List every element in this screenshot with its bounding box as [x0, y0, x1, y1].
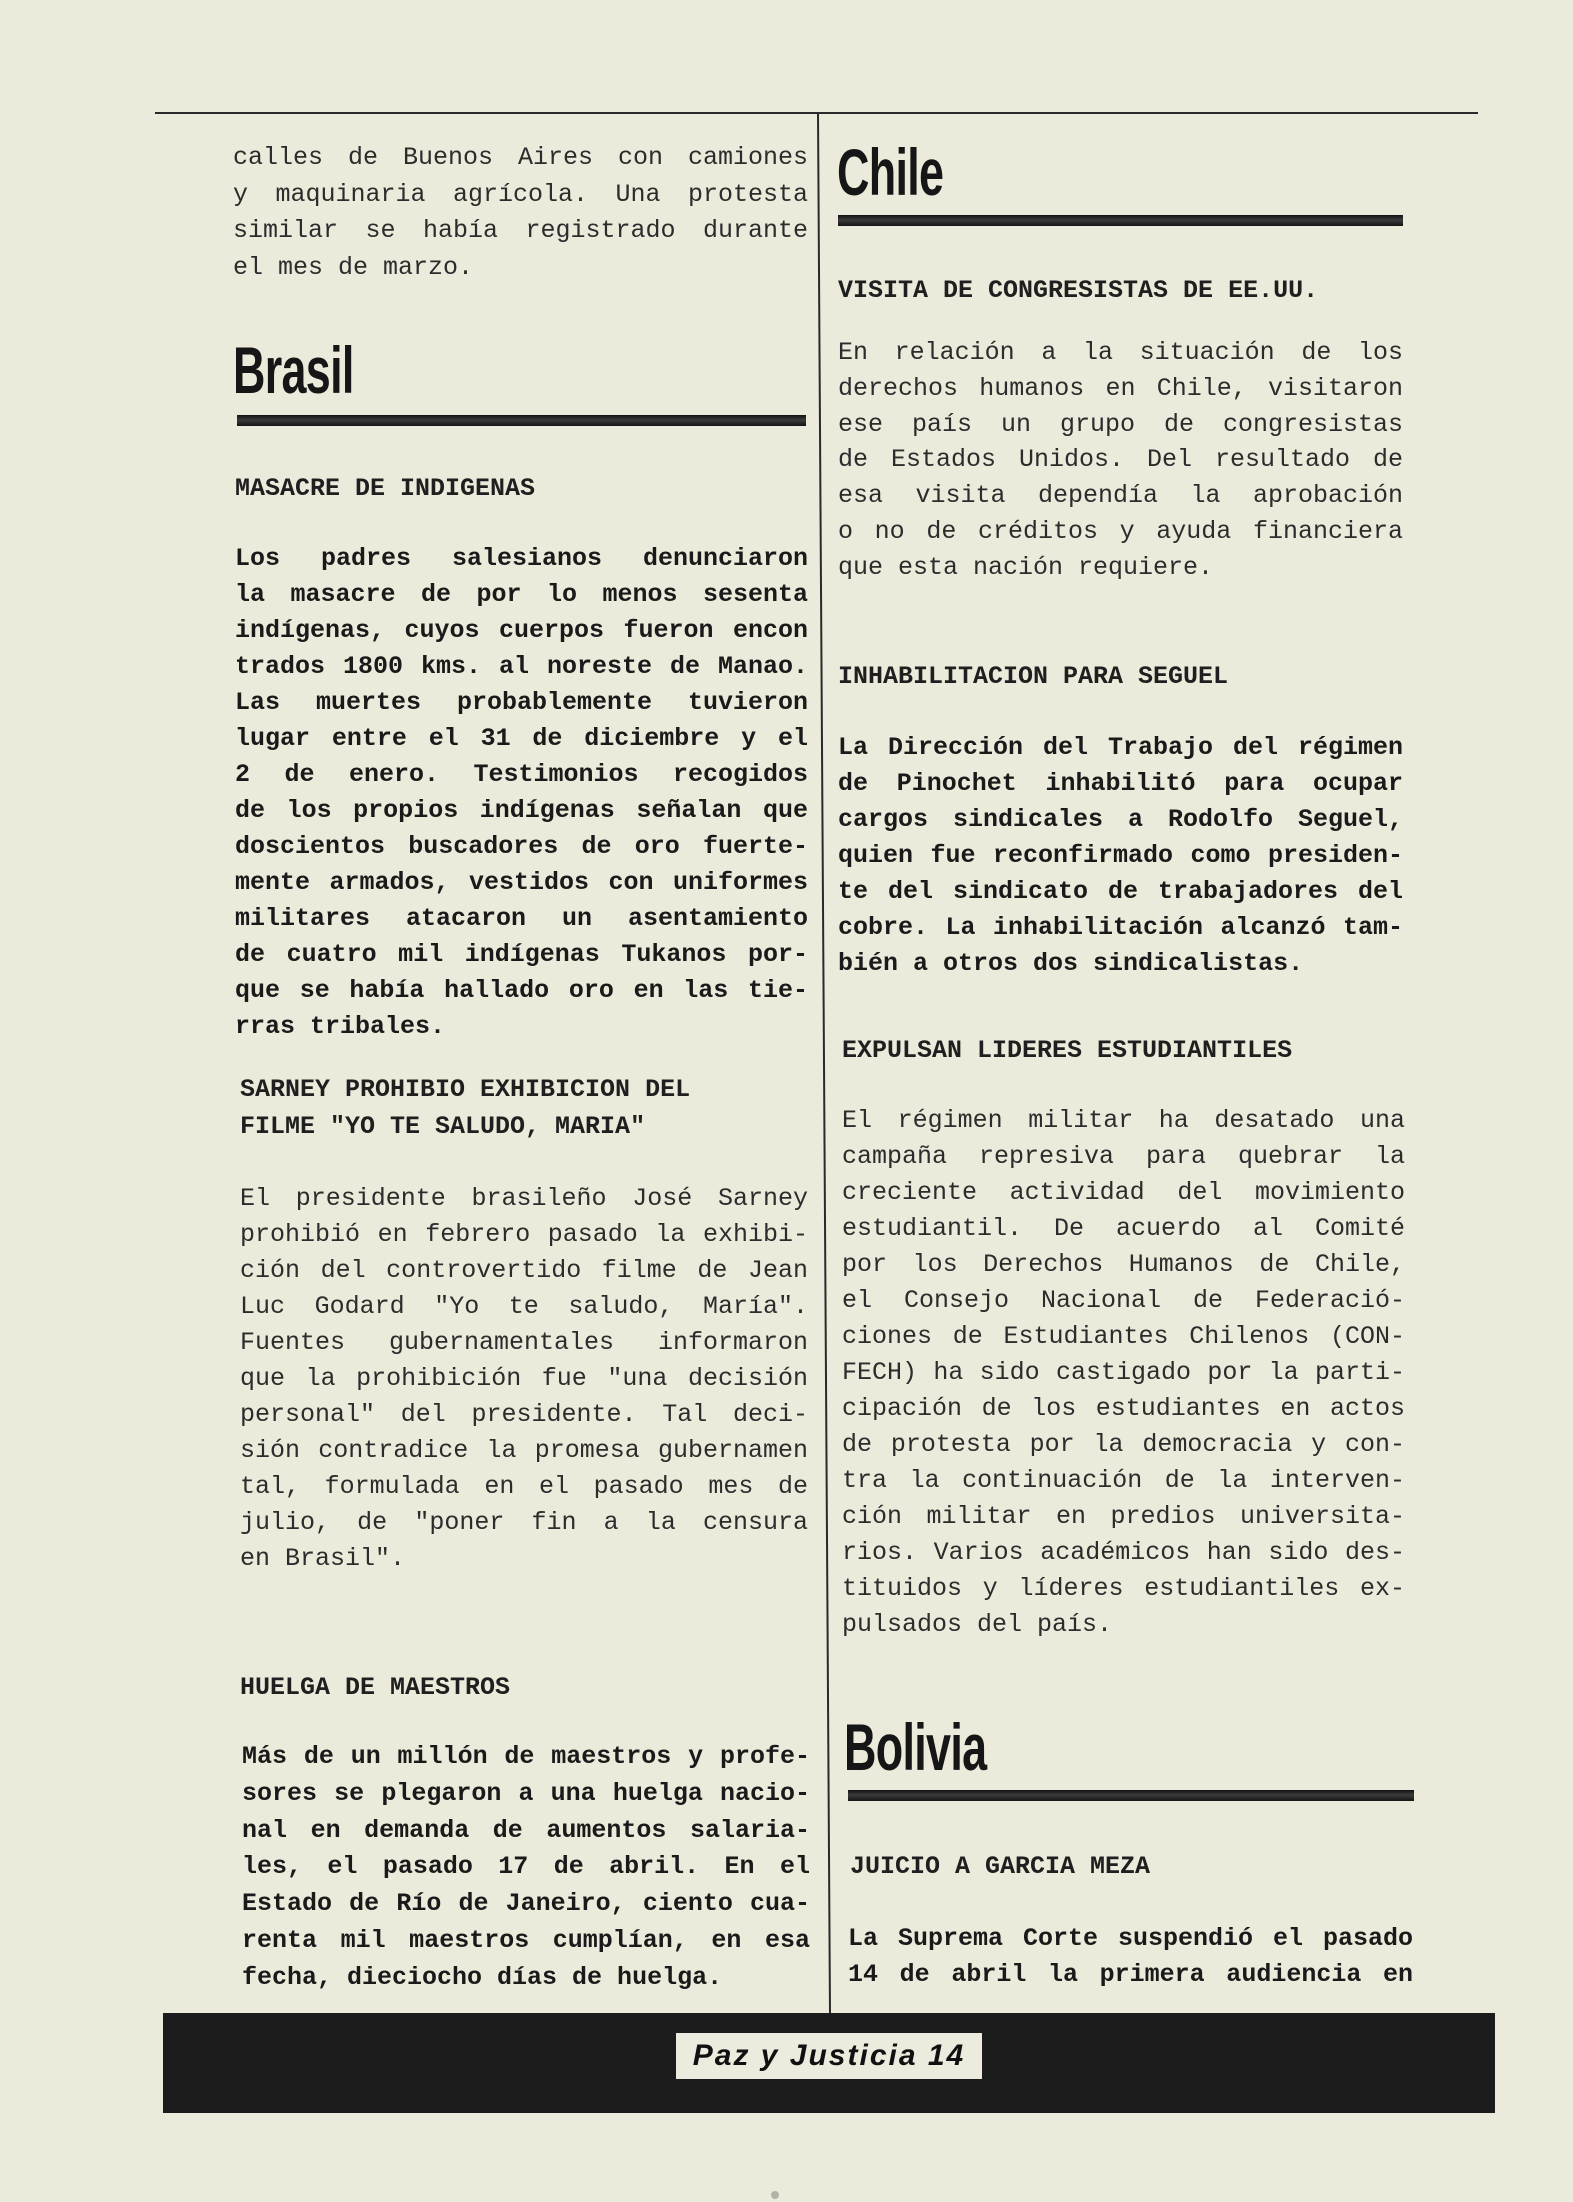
text-line: Los padres salesianos denunciaron [235, 544, 808, 573]
section-title-brasil: Brasil [233, 333, 354, 407]
text-line: En relación a la situación de los [838, 338, 1403, 367]
text-line: pulsados del país. [842, 1610, 1113, 1639]
text-line: personal" del presidente. Tal deci- [240, 1400, 808, 1429]
text-line: El presidente brasileño José Sarney [240, 1184, 808, 1213]
text-line: de los propios indígenas señalan que [235, 796, 808, 825]
column-divider [818, 113, 830, 2013]
text-line: que esta nación requiere. [838, 552, 1214, 582]
text-line: de protesta por la democracia y con- [842, 1430, 1405, 1459]
article-body-juicio [848, 1921, 1413, 1992]
text-line: rios. Varios académicos han sido des- [842, 1538, 1405, 1567]
text-line: la masacre de por lo menos sesenta [235, 580, 808, 609]
text-line: La Suprema Corte suspendió el pasado [848, 1924, 1413, 1953]
heading-line: JUICIO A GARCIA MEZA [850, 1852, 1151, 1881]
text-line: ción del controvertido filme de Jean [240, 1256, 808, 1285]
text-line: rras tribales. [235, 1012, 446, 1041]
heading-line: FILME "YO TE SALUDO, MARIA" [240, 1112, 646, 1141]
text-line: cobre. La inhabilitación alcanzó tam- [838, 913, 1403, 942]
text-line: julio, de "poner fin a la censura [240, 1508, 808, 1537]
heading-line: MASACRE DE INDIGENAS [235, 474, 536, 503]
text-line: calles de Buenos Aires con camiones [233, 143, 808, 172]
text-line: cargos sindicales a Rodolfo Seguel, [838, 805, 1403, 834]
article-body-inhabilitacion [838, 730, 1403, 982]
intro-paragraph [233, 140, 808, 286]
footer-page-label: Paz y Justicia 14 [676, 2033, 982, 2079]
heading-line: SARNEY PROHIBIO EXHIBICION DEL [240, 1075, 691, 1104]
text-line: cipación de los estudiantes en actos [842, 1394, 1405, 1423]
text-line: tituidos y líderes estudiantiles ex- [842, 1574, 1405, 1603]
text-line: mente armados, vestidos con uniformes [235, 868, 808, 897]
text-line: de Pinochet inhabilitó para ocupar [838, 769, 1403, 798]
section-rule-chile [838, 215, 1403, 226]
text-line: creciente actividad del movimiento [842, 1178, 1405, 1207]
text-line: en Brasil". [240, 1544, 406, 1573]
text-line: quien fue reconfirmado como presiden- [838, 841, 1403, 870]
article-body-masacre [235, 541, 808, 1045]
text-line: ciones de Estudiantes Chilenos (CON- [842, 1322, 1405, 1351]
article-heading-visita [838, 272, 1318, 309]
text-line: campaña represiva para quebrar la [842, 1142, 1405, 1171]
heading-line: VISITA DE CONGRESISTAS DE EE.UU. [838, 276, 1319, 305]
text-line: que se había hallado oro en las tie- [235, 976, 808, 1005]
text-line: renta mil maestros cumplían, en esa [242, 1925, 810, 1955]
text-line: por los Derechos Humanos de Chile, [842, 1250, 1405, 1279]
text-line: el mes de marzo. [233, 252, 474, 282]
text-line: tra la continuación de la interven- [842, 1466, 1405, 1495]
text-line: Luc Godard "Yo te saludo, María". [240, 1292, 808, 1321]
text-line: militares atacaron un asentamiento [235, 904, 808, 933]
article-heading-expulsan [842, 1032, 1292, 1069]
text-line: sión contradice la promesa gubernamen [240, 1436, 808, 1465]
text-line: FECH) ha sido castigado por la parti- [842, 1358, 1405, 1387]
article-heading-juicio [850, 1848, 1150, 1885]
article-body-visita [838, 335, 1403, 586]
text-line: te del sindicato de trabajadores del [838, 877, 1403, 906]
text-line: tal, formulada en el pasado mes de [240, 1472, 808, 1501]
top-rule [155, 112, 1478, 114]
text-line: Estado de Río de Janeiro, ciento cua- [242, 1889, 810, 1919]
text-line: sores se plegaron a una huelga nacio- [242, 1778, 810, 1808]
text-line: ción militar en predios universita- [842, 1502, 1405, 1531]
section-rule-brasil [237, 415, 806, 426]
text-line: derechos humanos en Chile, visitaron [838, 373, 1403, 403]
text-line: esa visita dependía la aprobación [838, 481, 1403, 511]
text-line: nal en demanda de aumentos salaria- [242, 1815, 810, 1845]
text-line: prohibió en febrero pasado la exhibi- [240, 1220, 808, 1249]
text-line: indígenas, cuyos cuerpos fueron encon [235, 616, 808, 645]
section-title-chile: Chile [837, 135, 944, 209]
article-heading-inhabilitacion [838, 658, 1228, 695]
article-heading-masacre [235, 470, 535, 507]
text-line: trados 1800 kms. al noreste de Manao. [235, 652, 808, 681]
article-body-sarney [240, 1181, 808, 1577]
text-line: Las muertes probablemente tuvieron [235, 688, 808, 717]
text-line: estudiantil. De acuerdo al Comité [842, 1214, 1405, 1243]
text-line: lugar entre el 31 de diciembre y el [235, 724, 808, 753]
article-heading-sarney [240, 1071, 690, 1145]
article-body-huelga [242, 1739, 810, 1997]
text-line: similar se había registrado durante [233, 216, 808, 245]
section-title-bolivia: Bolivia [844, 1710, 987, 1784]
heading-line: INHABILITACION PARA SEGUEL [838, 662, 1229, 691]
text-line: fecha, dieciocho días de huelga. [242, 1962, 723, 1992]
text-line: bién a otros dos sindicalistas. [838, 949, 1304, 978]
text-line: o no de créditos y ayuda financiera [838, 516, 1403, 546]
scan-speck [771, 2191, 779, 2199]
text-line: el Consejo Nacional de Federació- [842, 1286, 1405, 1315]
text-line: Más de un millón de maestros y profe- [242, 1742, 810, 1771]
text-line: doscientos buscadores de oro fuerte- [235, 832, 808, 861]
section-rule-bolivia [848, 1790, 1414, 1801]
text-line: les, el pasado 17 de abril. En el [242, 1852, 810, 1882]
text-line: y maquinaria agrícola. Una protesta [233, 179, 808, 209]
text-line: El régimen militar ha desatado una [842, 1106, 1405, 1135]
text-line: que la prohibición fue "una decisión [240, 1364, 808, 1393]
heading-line: EXPULSAN LIDERES ESTUDIANTILES [842, 1036, 1293, 1065]
article-body-expulsan [842, 1103, 1405, 1643]
text-line: de Estados Unidos. Del resultado de [838, 445, 1403, 475]
text-line: 14 de abril la primera audiencia en [848, 1959, 1413, 1989]
heading-line: HUELGA DE MAESTROS [240, 1673, 511, 1702]
article-heading-huelga [240, 1669, 510, 1706]
text-line: Fuentes gubernamentales informaron [240, 1328, 808, 1357]
text-line: de cuatro mil indígenas Tukanos por- [235, 940, 808, 969]
text-line: La Dirección del Trabajo del régimen [838, 733, 1403, 762]
text-line: 2 de enero. Testimonios recogidos [235, 760, 808, 789]
text-line: ese país un grupo de congresistas [838, 409, 1403, 439]
